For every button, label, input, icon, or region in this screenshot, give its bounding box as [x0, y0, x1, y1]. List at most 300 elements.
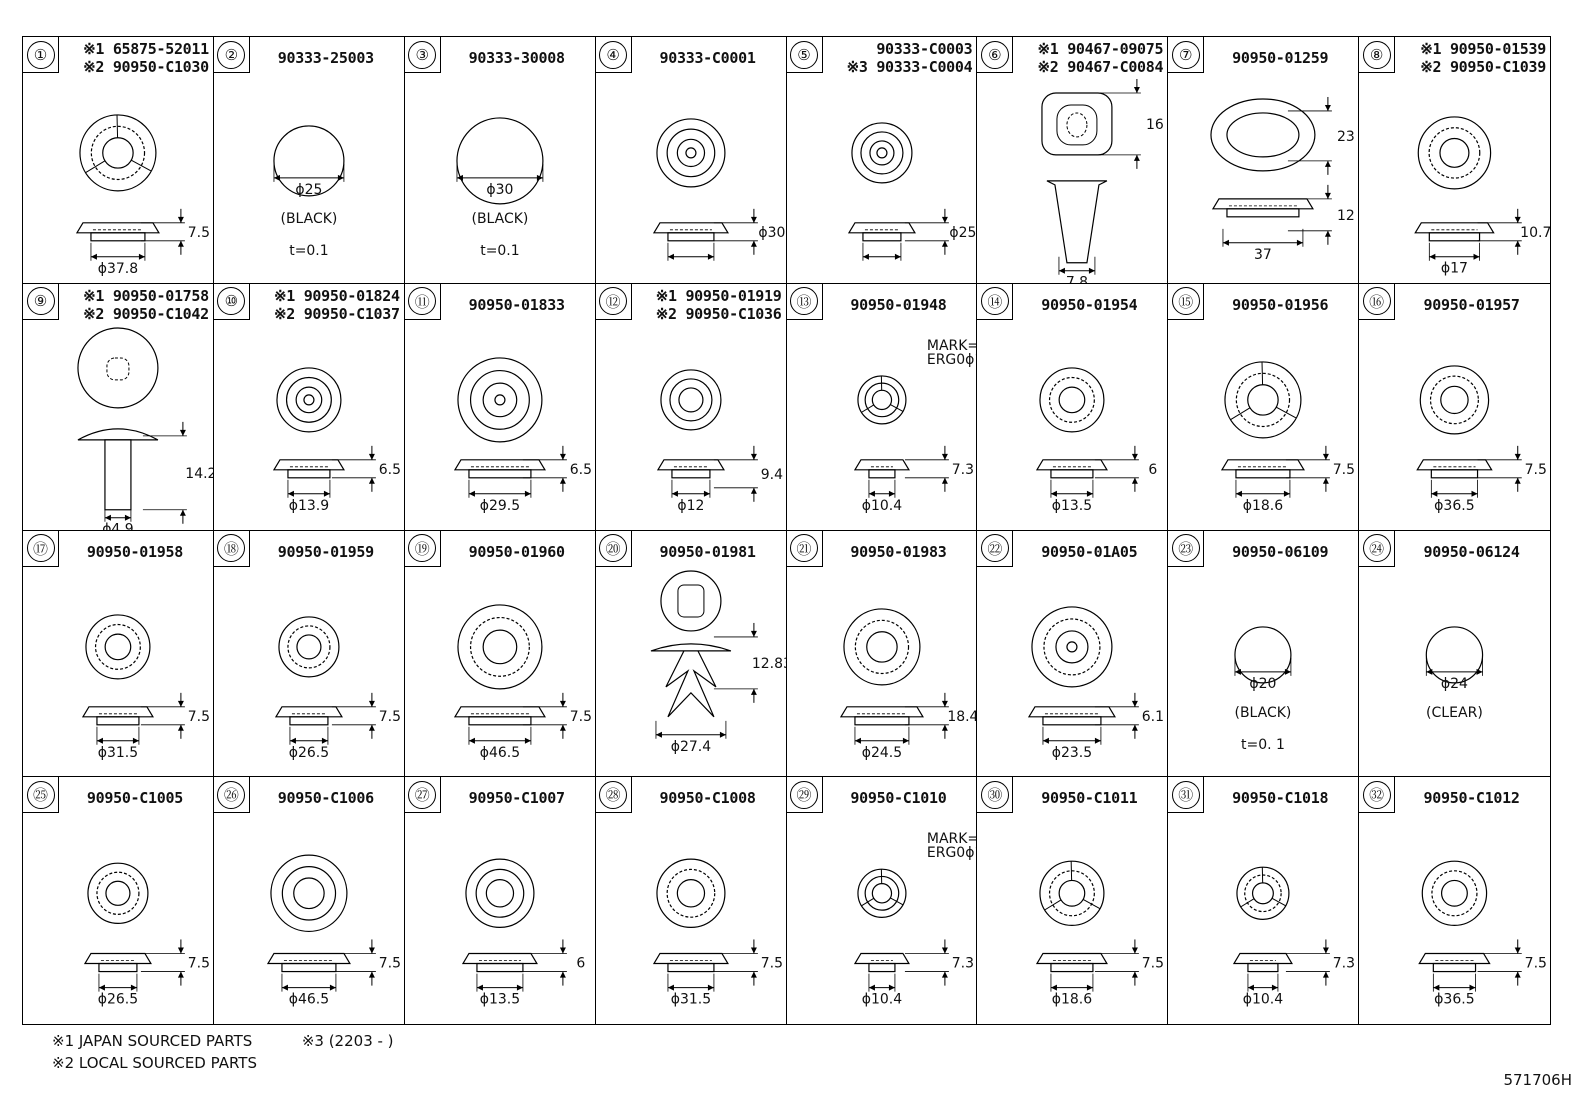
- part-number-line: 90950-01958: [86, 542, 183, 561]
- dimension-label: ϕ24: [1440, 675, 1469, 692]
- spoke: [1231, 408, 1250, 420]
- dimension-arrow: [369, 724, 375, 730]
- part-number: [1397, 537, 1546, 567]
- part-number-line: 90950-01833: [468, 295, 565, 314]
- side-body: [290, 716, 328, 724]
- outline-circle: [476, 870, 524, 918]
- part-number-line: 90950-01981: [659, 542, 756, 561]
- side-body: [868, 470, 894, 478]
- part-number-line: 90950-06124: [1423, 542, 1520, 561]
- side-profile: [1415, 223, 1493, 233]
- item-number-circle: ⑯: [1363, 287, 1391, 315]
- mark-label: ERG0ϕ10: [926, 351, 992, 368]
- dimension-label: 9.4: [760, 466, 783, 483]
- dimension-label: 7.5: [569, 708, 592, 725]
- part-number: [634, 288, 782, 322]
- outline-circle: [860, 132, 902, 174]
- side-profile: [848, 223, 914, 233]
- part-number: [634, 537, 782, 567]
- item-number: [405, 777, 441, 813]
- item-number: [1359, 37, 1395, 73]
- item-number: [596, 284, 632, 320]
- outline-circle: [670, 379, 712, 421]
- item-number: [1168, 777, 1204, 813]
- part-number: [825, 783, 973, 813]
- dimension-label: 7.5: [760, 955, 783, 972]
- part-drawing: [23, 73, 213, 283]
- item-number: [1168, 37, 1204, 73]
- rivet-shank: [105, 440, 131, 510]
- item-number-circle: ㉘: [599, 781, 627, 809]
- outline-circle: [1429, 128, 1480, 178]
- dimension-label: ϕ46.5: [479, 744, 520, 761]
- part-drawing: [214, 813, 404, 1024]
- item-number: [1359, 284, 1395, 320]
- outline-circle: [1253, 883, 1274, 904]
- part-number: [1397, 41, 1546, 75]
- outline-circle: [872, 390, 891, 409]
- part-number: [61, 783, 209, 813]
- part-drawing: [787, 567, 977, 777]
- part-number-line: 90950-C1010: [850, 789, 947, 808]
- dimension-label: 23: [1337, 128, 1356, 145]
- side-profile: [463, 954, 537, 964]
- mark-label: ERG0ϕ10: [926, 845, 992, 862]
- item-number: [977, 531, 1013, 567]
- dimension-arrow: [1325, 105, 1331, 111]
- part-number: [252, 783, 400, 813]
- hole: [1067, 113, 1087, 137]
- side-body: [672, 470, 710, 478]
- dimension-label: 7.3: [951, 461, 974, 478]
- part-number-line: 90950-01960: [468, 542, 565, 561]
- dimension-label: 7.5: [378, 955, 401, 972]
- side-profile: [276, 706, 342, 716]
- outline-rect: [1042, 93, 1112, 155]
- part-number: [825, 290, 973, 320]
- side-profile: [274, 460, 344, 470]
- footnote-local: ※2 LOCAL SOURCED PARTS: [52, 1054, 257, 1072]
- side-body: [282, 964, 336, 972]
- dimension-arrow: [1515, 972, 1521, 978]
- outline-circle: [304, 395, 314, 405]
- part-number-line: 90950-01259: [1232, 49, 1329, 67]
- part-number-line: ※2 90467-C0084: [1037, 58, 1164, 76]
- dimension-arrow: [751, 688, 757, 694]
- item-number: [596, 777, 632, 813]
- clip-head: [651, 643, 731, 650]
- item-number: [23, 531, 59, 567]
- outline-circle: [866, 631, 896, 661]
- side-profile: [1419, 954, 1489, 964]
- part-cell: [1359, 37, 1550, 284]
- item-number-circle: ⑦: [1172, 41, 1200, 69]
- outline-circle: [1440, 139, 1469, 168]
- dimension-label: ϕ13.5: [1052, 497, 1093, 514]
- part-cell: [405, 284, 596, 531]
- side-body: [469, 470, 531, 478]
- part-cell: [1168, 777, 1359, 1024]
- dimension-label: ϕ36.5: [1434, 497, 1475, 514]
- spoke: [1241, 899, 1254, 907]
- part-cell: [787, 37, 978, 284]
- dimension-label: t=0. 1: [1241, 736, 1286, 753]
- outline-circle: [106, 881, 130, 905]
- part-number: [443, 43, 591, 73]
- dimension-label: 7.5: [1333, 461, 1356, 478]
- dimension-arrow: [178, 948, 184, 954]
- item-number: [787, 37, 823, 73]
- item-number: [977, 37, 1013, 73]
- side-profile: [840, 706, 922, 716]
- part-drawing: [23, 567, 213, 777]
- dimension-label: ϕ10.4: [861, 991, 902, 1008]
- side-body: [1248, 964, 1278, 972]
- side-profile: [654, 954, 728, 964]
- part-cell: [214, 531, 405, 778]
- part-number-line: 90950-C1005: [86, 789, 183, 808]
- outline-circle: [105, 634, 131, 660]
- mark-label: MARK=: [926, 831, 979, 848]
- item-number: [596, 37, 632, 73]
- part-number-line: ※3 90333-C0004: [846, 58, 973, 76]
- side-body: [1043, 716, 1101, 724]
- item-number-circle: ⑰: [27, 534, 55, 562]
- dimension-label: ϕ26.5: [97, 991, 139, 1008]
- dimension-label: 18.4: [946, 708, 978, 725]
- side-profile: [854, 460, 908, 470]
- dimension-label: 12.83: [751, 655, 792, 672]
- dimension-arrow: [1132, 724, 1138, 730]
- side-profile: [83, 706, 153, 716]
- part-drawing: [1168, 567, 1358, 777]
- part-drawing: [405, 320, 595, 530]
- item-number-circle: ㉖: [217, 781, 245, 809]
- item-number-circle: ㉜: [1363, 781, 1391, 809]
- dimension-arrow: [178, 700, 184, 706]
- part-number: [634, 43, 782, 73]
- part-drawing: [23, 320, 217, 538]
- part-cell: [23, 531, 214, 778]
- dimension-arrow: [751, 217, 757, 223]
- part-number: [443, 783, 591, 813]
- part-number-line: ※2 90950-C1042: [83, 304, 209, 323]
- item-number-circle: ⑩: [217, 287, 245, 315]
- dimension-label: ϕ31.5: [670, 991, 711, 1008]
- dimension-arrow: [1132, 454, 1138, 460]
- side-profile: [268, 954, 350, 964]
- dimension-label: ϕ25: [948, 224, 976, 241]
- outline-circle: [686, 148, 696, 158]
- part-number: [1015, 537, 1163, 567]
- dimension-label: ϕ30: [486, 181, 514, 198]
- part-number-line: ※2 90950-C1037: [273, 304, 400, 323]
- dimension-label: (CLEAR): [1426, 704, 1484, 721]
- part-number: [825, 41, 973, 75]
- dimension-arrow: [178, 241, 184, 247]
- spoke: [861, 405, 873, 412]
- item-number: [23, 284, 59, 320]
- part-drawing: [1359, 813, 1550, 1024]
- side-body: [1051, 964, 1093, 972]
- dimension-arrow: [178, 724, 184, 730]
- side-body: [862, 233, 900, 241]
- spoke: [117, 115, 118, 138]
- dimension-arrow: [941, 478, 947, 484]
- part-number: [1015, 290, 1163, 320]
- part-cell: [787, 531, 978, 778]
- dimension-arrow: [180, 430, 186, 436]
- dimension-label: 37: [1254, 246, 1273, 263]
- item-number-circle: ⑮: [1172, 287, 1200, 315]
- outline-circle: [483, 383, 517, 417]
- part-cell: [214, 777, 405, 1024]
- outline-circle: [296, 387, 322, 413]
- part-drawing: [977, 567, 1167, 777]
- item-number-circle: ⑱: [217, 534, 245, 562]
- dimension-arrow: [1132, 972, 1138, 978]
- part-number: [61, 288, 209, 322]
- outline-circle: [661, 570, 721, 630]
- dimension-label: ϕ23.5: [1052, 744, 1093, 761]
- item-number-circle: ①: [27, 41, 55, 69]
- outline-circle: [96, 624, 141, 669]
- item-number-circle: ㉕: [27, 781, 55, 809]
- dimension-arrow: [560, 724, 566, 730]
- outline-circle: [483, 630, 517, 664]
- dimension-label: t=0.1: [479, 242, 520, 259]
- outline-circle: [677, 880, 704, 907]
- dimension-label: (BLACK): [1234, 704, 1292, 721]
- dimension-arrow: [1132, 700, 1138, 706]
- part-cell: [1359, 284, 1550, 531]
- item-number-circle: ⑫: [599, 287, 627, 315]
- dimension-label: 7.5: [378, 708, 401, 725]
- side-profile: [1222, 460, 1304, 470]
- dimension-arrow: [941, 217, 947, 223]
- outline-circle: [1050, 377, 1095, 422]
- part-number-line: ※2 90950-C1030: [83, 58, 209, 76]
- side-body: [1433, 964, 1475, 972]
- part-number-line: 90950-C1007: [468, 789, 565, 808]
- part-drawing: [1359, 73, 1550, 283]
- center-mark: [107, 358, 129, 380]
- spoke: [861, 899, 873, 907]
- part-drawing: [977, 813, 1167, 1024]
- part-drawing: [214, 320, 404, 530]
- outline-circle: [1067, 641, 1077, 651]
- side-profile: [1047, 181, 1107, 263]
- item-number: [787, 777, 823, 813]
- dimension-arrow: [1325, 193, 1331, 199]
- spoke: [1262, 362, 1263, 385]
- part-cell: [977, 37, 1168, 291]
- side-body: [668, 964, 714, 972]
- item-number-circle: ③: [408, 41, 436, 69]
- dimension-arrow: [369, 972, 375, 978]
- item-number: [977, 284, 1013, 320]
- side-profile: [658, 460, 724, 470]
- part-number: [825, 537, 973, 567]
- dimension-arrow: [369, 454, 375, 460]
- part-number-line: 90950-01957: [1423, 295, 1520, 314]
- part-drawing: [1359, 320, 1550, 530]
- part-drawing: [23, 813, 213, 1024]
- dimension-arrow: [1134, 155, 1140, 161]
- part-number: [252, 43, 400, 73]
- side-profile: [1029, 706, 1115, 716]
- part-drawing: [1359, 567, 1550, 777]
- item-number-circle: ⑤: [790, 41, 818, 69]
- side-body: [868, 964, 894, 972]
- dimension-label: 6: [576, 955, 586, 972]
- outline-circle: [1426, 626, 1482, 682]
- part-drawing: [1168, 73, 1358, 283]
- dimension-label: 6.5: [378, 461, 401, 478]
- part-cell: [23, 37, 214, 284]
- part-number-line: ※1 65875-52011: [83, 40, 209, 58]
- footnote-row-1: [52, 1030, 394, 1052]
- outline-circle: [1441, 386, 1468, 413]
- dimension-label: 7.5: [1142, 955, 1165, 972]
- dimension-arrow: [1323, 948, 1329, 954]
- outline-circle: [486, 880, 513, 907]
- outline-circle: [1442, 881, 1468, 907]
- item-number: [405, 37, 441, 73]
- side-profile: [854, 954, 908, 964]
- item-number-circle: ⑪: [408, 287, 436, 315]
- dimension-label: ϕ25: [295, 181, 323, 198]
- dimension-arrow: [560, 478, 566, 484]
- dimension-arrow: [751, 972, 757, 978]
- spoke: [1277, 407, 1297, 418]
- part-cell: [405, 531, 596, 778]
- item-number-circle: ⑭: [981, 287, 1009, 315]
- side-body: [1236, 470, 1290, 478]
- dimension-label: ϕ18.6: [1243, 497, 1284, 514]
- dimension-label: ϕ37.8: [97, 260, 139, 277]
- item-number-circle: ⑥: [981, 41, 1009, 69]
- part-cell: [787, 777, 992, 1024]
- item-number-circle: ㉓: [1172, 534, 1200, 562]
- part-number-line: 90950-C1018: [1232, 789, 1329, 808]
- item-number: [1168, 531, 1204, 567]
- item-number: [1168, 284, 1204, 320]
- outline-circle: [667, 129, 715, 177]
- dimension-arrow: [1325, 231, 1331, 237]
- part-cell: [596, 284, 787, 531]
- item-number-circle: ④: [599, 41, 627, 69]
- dimension-label: 6.1: [1142, 708, 1165, 725]
- part-drawing: [1168, 320, 1358, 530]
- part-number: [61, 537, 209, 567]
- parts-grid: [22, 36, 1551, 1025]
- item-number-circle: ⑲: [408, 534, 436, 562]
- inner-slot: [678, 584, 704, 616]
- part-drawing: [787, 813, 992, 1024]
- inner-rect: [1057, 105, 1097, 145]
- side-body: [854, 716, 908, 724]
- side-profile: [455, 460, 545, 470]
- outline-circle: [1044, 618, 1100, 674]
- part-drawing: [787, 73, 977, 283]
- item-number: [214, 37, 250, 73]
- part-drawing: [596, 73, 786, 283]
- item-number: [596, 531, 632, 567]
- dimension-label: ϕ17: [1440, 260, 1469, 277]
- item-number: [214, 777, 250, 813]
- item-number: [1359, 531, 1395, 567]
- part-number-line: 90950-01956: [1232, 295, 1329, 314]
- outline-circle: [872, 884, 891, 903]
- part-number-line: ※1 90467-09075: [1037, 40, 1164, 58]
- outline-circle: [1248, 384, 1278, 414]
- part-cell: [596, 531, 792, 778]
- side-body: [97, 716, 139, 724]
- item-number: [977, 777, 1013, 813]
- part-cell: [977, 777, 1168, 1024]
- item-number: [214, 284, 250, 320]
- part-cell: [405, 777, 596, 1024]
- dimension-label: ϕ36.5: [1434, 991, 1475, 1008]
- outline-circle: [97, 872, 139, 914]
- dimension-label: ϕ18.6: [1052, 991, 1093, 1008]
- dimension-label: ϕ29.5: [479, 497, 520, 514]
- item-number-circle: ㉚: [981, 781, 1009, 809]
- dimension-label: 7.5: [187, 224, 210, 241]
- dimension-label: (BLACK): [471, 210, 529, 227]
- dimension-arrow: [1323, 972, 1329, 978]
- side-body: [668, 233, 714, 241]
- part-number-line: 90333-25003: [277, 49, 374, 67]
- outline-circle: [470, 617, 529, 676]
- item-number-circle: ㉑: [790, 534, 818, 562]
- dimension-label: 12: [1337, 207, 1356, 224]
- side-profile: [654, 223, 728, 233]
- part-number-line: ※2 90950-C1036: [655, 304, 782, 323]
- part-cell: [214, 284, 405, 531]
- item-number: [23, 777, 59, 813]
- outline-circle: [1431, 376, 1479, 424]
- part-drawing: [596, 320, 786, 530]
- dimension-arrow: [1325, 161, 1331, 167]
- dimension-arrow: [941, 724, 947, 730]
- dimension-label: ϕ20: [1249, 675, 1277, 692]
- part-number: [61, 41, 209, 75]
- side-body: [1429, 233, 1479, 241]
- dimension-arrow: [369, 700, 375, 706]
- dimension-arrow: [941, 454, 947, 460]
- item-number: [1359, 777, 1395, 813]
- inner-oval: [1227, 113, 1299, 157]
- part-number-line: ※2 90950-C1039: [1420, 58, 1546, 76]
- part-number: [1397, 290, 1546, 320]
- dimension-label: ϕ26.5: [288, 744, 329, 761]
- dimension-label: 7.3: [951, 955, 974, 972]
- dimension-arrow: [1515, 241, 1521, 247]
- dimension-arrow: [1323, 478, 1329, 484]
- item-number: [787, 284, 823, 320]
- part-number: [252, 537, 400, 567]
- part-number-line: 90950-C1011: [1041, 789, 1138, 808]
- figure-id: 571706H: [1503, 1071, 1572, 1089]
- part-drawing: [977, 320, 1167, 530]
- part-number-line: 90333-C0003: [876, 40, 973, 58]
- spoke: [1084, 900, 1101, 909]
- part-number-line: 90950-06109: [1232, 542, 1329, 561]
- dimension-arrow: [751, 454, 757, 460]
- dimension-label: 10.7: [1520, 224, 1552, 241]
